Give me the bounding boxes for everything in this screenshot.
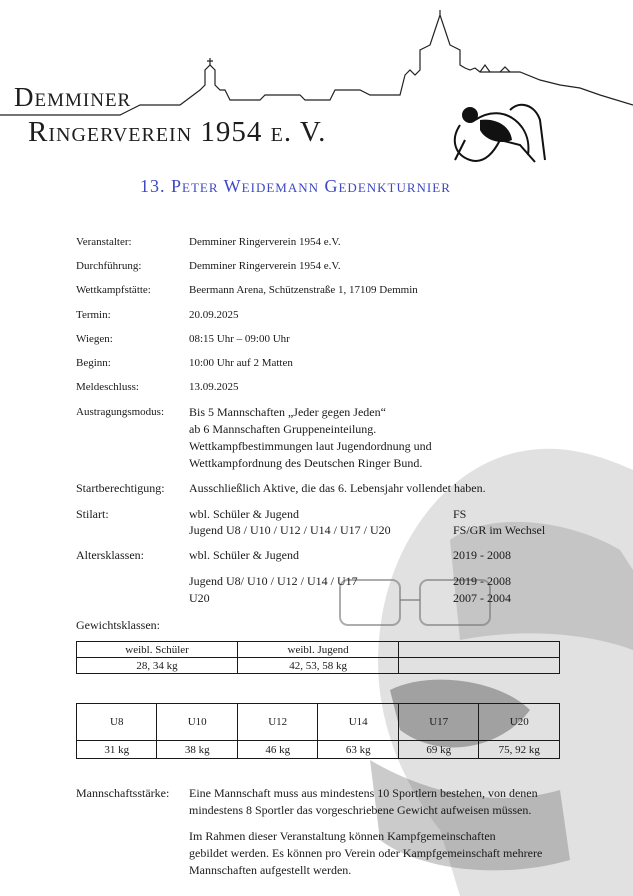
- durchfuehrung-label: Durchführung:: [76, 260, 142, 272]
- table-cell: 38 kg: [157, 741, 238, 759]
- wettkampfstaette-value: Beermann Arena, Schützenstraße 1, 17109 Demmin: [189, 284, 418, 296]
- table-header-cell: U14: [318, 704, 399, 741]
- meldeschluss-value: 13.09.2025: [189, 381, 239, 393]
- altersklassen-group: U20: [189, 591, 210, 605]
- table-cell: 63 kg: [318, 741, 399, 759]
- table-cell: 42, 53, 58 kg: [238, 658, 399, 674]
- mannschaft-text: gebildet werden. Es können pro Verein oder Kampfgemeinschaft mehrere: [189, 846, 543, 860]
- austragungsmodus-line: Bis 5 Mannschaften „Jeder gegen Jeden“: [189, 405, 386, 419]
- stilart-style: FS/GR im Wechsel: [453, 523, 546, 537]
- table-header-cell: weibl. Schüler: [77, 642, 238, 658]
- termin-label: Termin:: [76, 309, 111, 321]
- veranstalter-value: Demminer Ringerverein 1954 e.V.: [189, 236, 341, 248]
- altersklassen-years: 2007 - 2004: [453, 591, 511, 605]
- veranstalter-label: Veranstalter:: [76, 236, 132, 248]
- youth-weight-table: [76, 703, 560, 759]
- mannschaft-text: Im Rahmen dieser Veranstaltung können Kampfgemeinschaften: [189, 829, 496, 843]
- austragungsmodus-line: ab 6 Mannschaften Gruppeneinteilung.: [189, 422, 377, 436]
- stilart-group: Jugend U8 / U10 / U12 / U14 / U17 / U20: [189, 523, 391, 537]
- gewichtsklassen-label: Gewichtsklassen:: [76, 618, 160, 632]
- women-weight-table: [76, 641, 560, 674]
- altersklassen-years: 2019 - 2008: [453, 548, 511, 562]
- wiegen-value: 08:15 Uhr – 09:00 Uhr: [189, 333, 290, 345]
- table-cell: 75, 92 kg: [479, 741, 560, 759]
- tournament-title: 13. Peter Weidemann Gedenkturnier: [140, 176, 451, 196]
- austragungsmodus-label: Austragungsmodus:: [76, 406, 164, 418]
- mannschaft-label: Mannschaftsstärke:: [76, 786, 170, 800]
- stilart-group: wbl. Schüler & Jugend: [189, 507, 299, 521]
- club-title-line2: Ringerverein 1954 e. V.: [28, 116, 327, 148]
- altersklassen-years: 2019 - 2008: [453, 574, 511, 588]
- table-cell: [399, 658, 560, 674]
- wrestlers-icon: [440, 90, 550, 170]
- table-header-cell: weibl. Jugend: [238, 642, 399, 658]
- table-cell: 28, 34 kg: [77, 658, 238, 674]
- beginn-value: 10:00 Uhr auf 2 Matten: [189, 357, 293, 369]
- austragungsmodus-line: Wettkampfordnung des Deutschen Ringer Bund.: [189, 456, 423, 470]
- startberechtigung-value: Ausschließlich Aktive, die das 6. Lebensjahr vollendet haben.: [189, 481, 486, 495]
- table-header-cell: U10: [157, 704, 238, 741]
- table-cell: 46 kg: [237, 741, 318, 759]
- wiegen-label: Wiegen:: [76, 333, 113, 345]
- altersklassen-group: wbl. Schüler & Jugend: [189, 548, 299, 562]
- beginn-label: Beginn:: [76, 357, 111, 369]
- stilart-style: FS: [453, 507, 467, 521]
- mannschaft-text: Mannschaften aufgestellt werden.: [189, 863, 352, 877]
- durchfuehrung-value: Demminer Ringerverein 1954 e.V.: [189, 260, 341, 272]
- altersklassen-group: Jugend U8/ U10 / U12 / U14 / U17: [189, 574, 358, 588]
- table-header-cell: U17: [398, 704, 479, 741]
- table-header-cell: U8: [77, 704, 157, 741]
- table-header-cell: [399, 642, 560, 658]
- meldeschluss-label: Meldeschluss:: [76, 381, 139, 393]
- startberechtigung-label: Startberechtigung:: [76, 481, 165, 495]
- altersklassen-label: Altersklassen:: [76, 548, 144, 562]
- table-cell: 31 kg: [77, 741, 157, 759]
- termin-value: 20.09.2025: [189, 309, 239, 321]
- table-cell: 69 kg: [398, 741, 479, 759]
- wettkampfstaette-label: Wettkampfstätte:: [76, 284, 151, 296]
- table-header-cell: U12: [237, 704, 318, 741]
- club-title-line1: Demminer: [14, 82, 132, 112]
- austragungsmodus-line: Wettkampfbestimmungen laut Jugendordnung und: [189, 439, 432, 453]
- stilart-label: Stilart:: [76, 507, 109, 521]
- table-header-cell: U20: [479, 704, 560, 741]
- mannschaft-text: Eine Mannschaft muss aus mindestens 10 Sportlern bestehen, von denen: [189, 786, 538, 800]
- mannschaft-text: mindestens 8 Sportler das vorgeschriebene Gewicht aufweisen müssen.: [189, 803, 532, 817]
